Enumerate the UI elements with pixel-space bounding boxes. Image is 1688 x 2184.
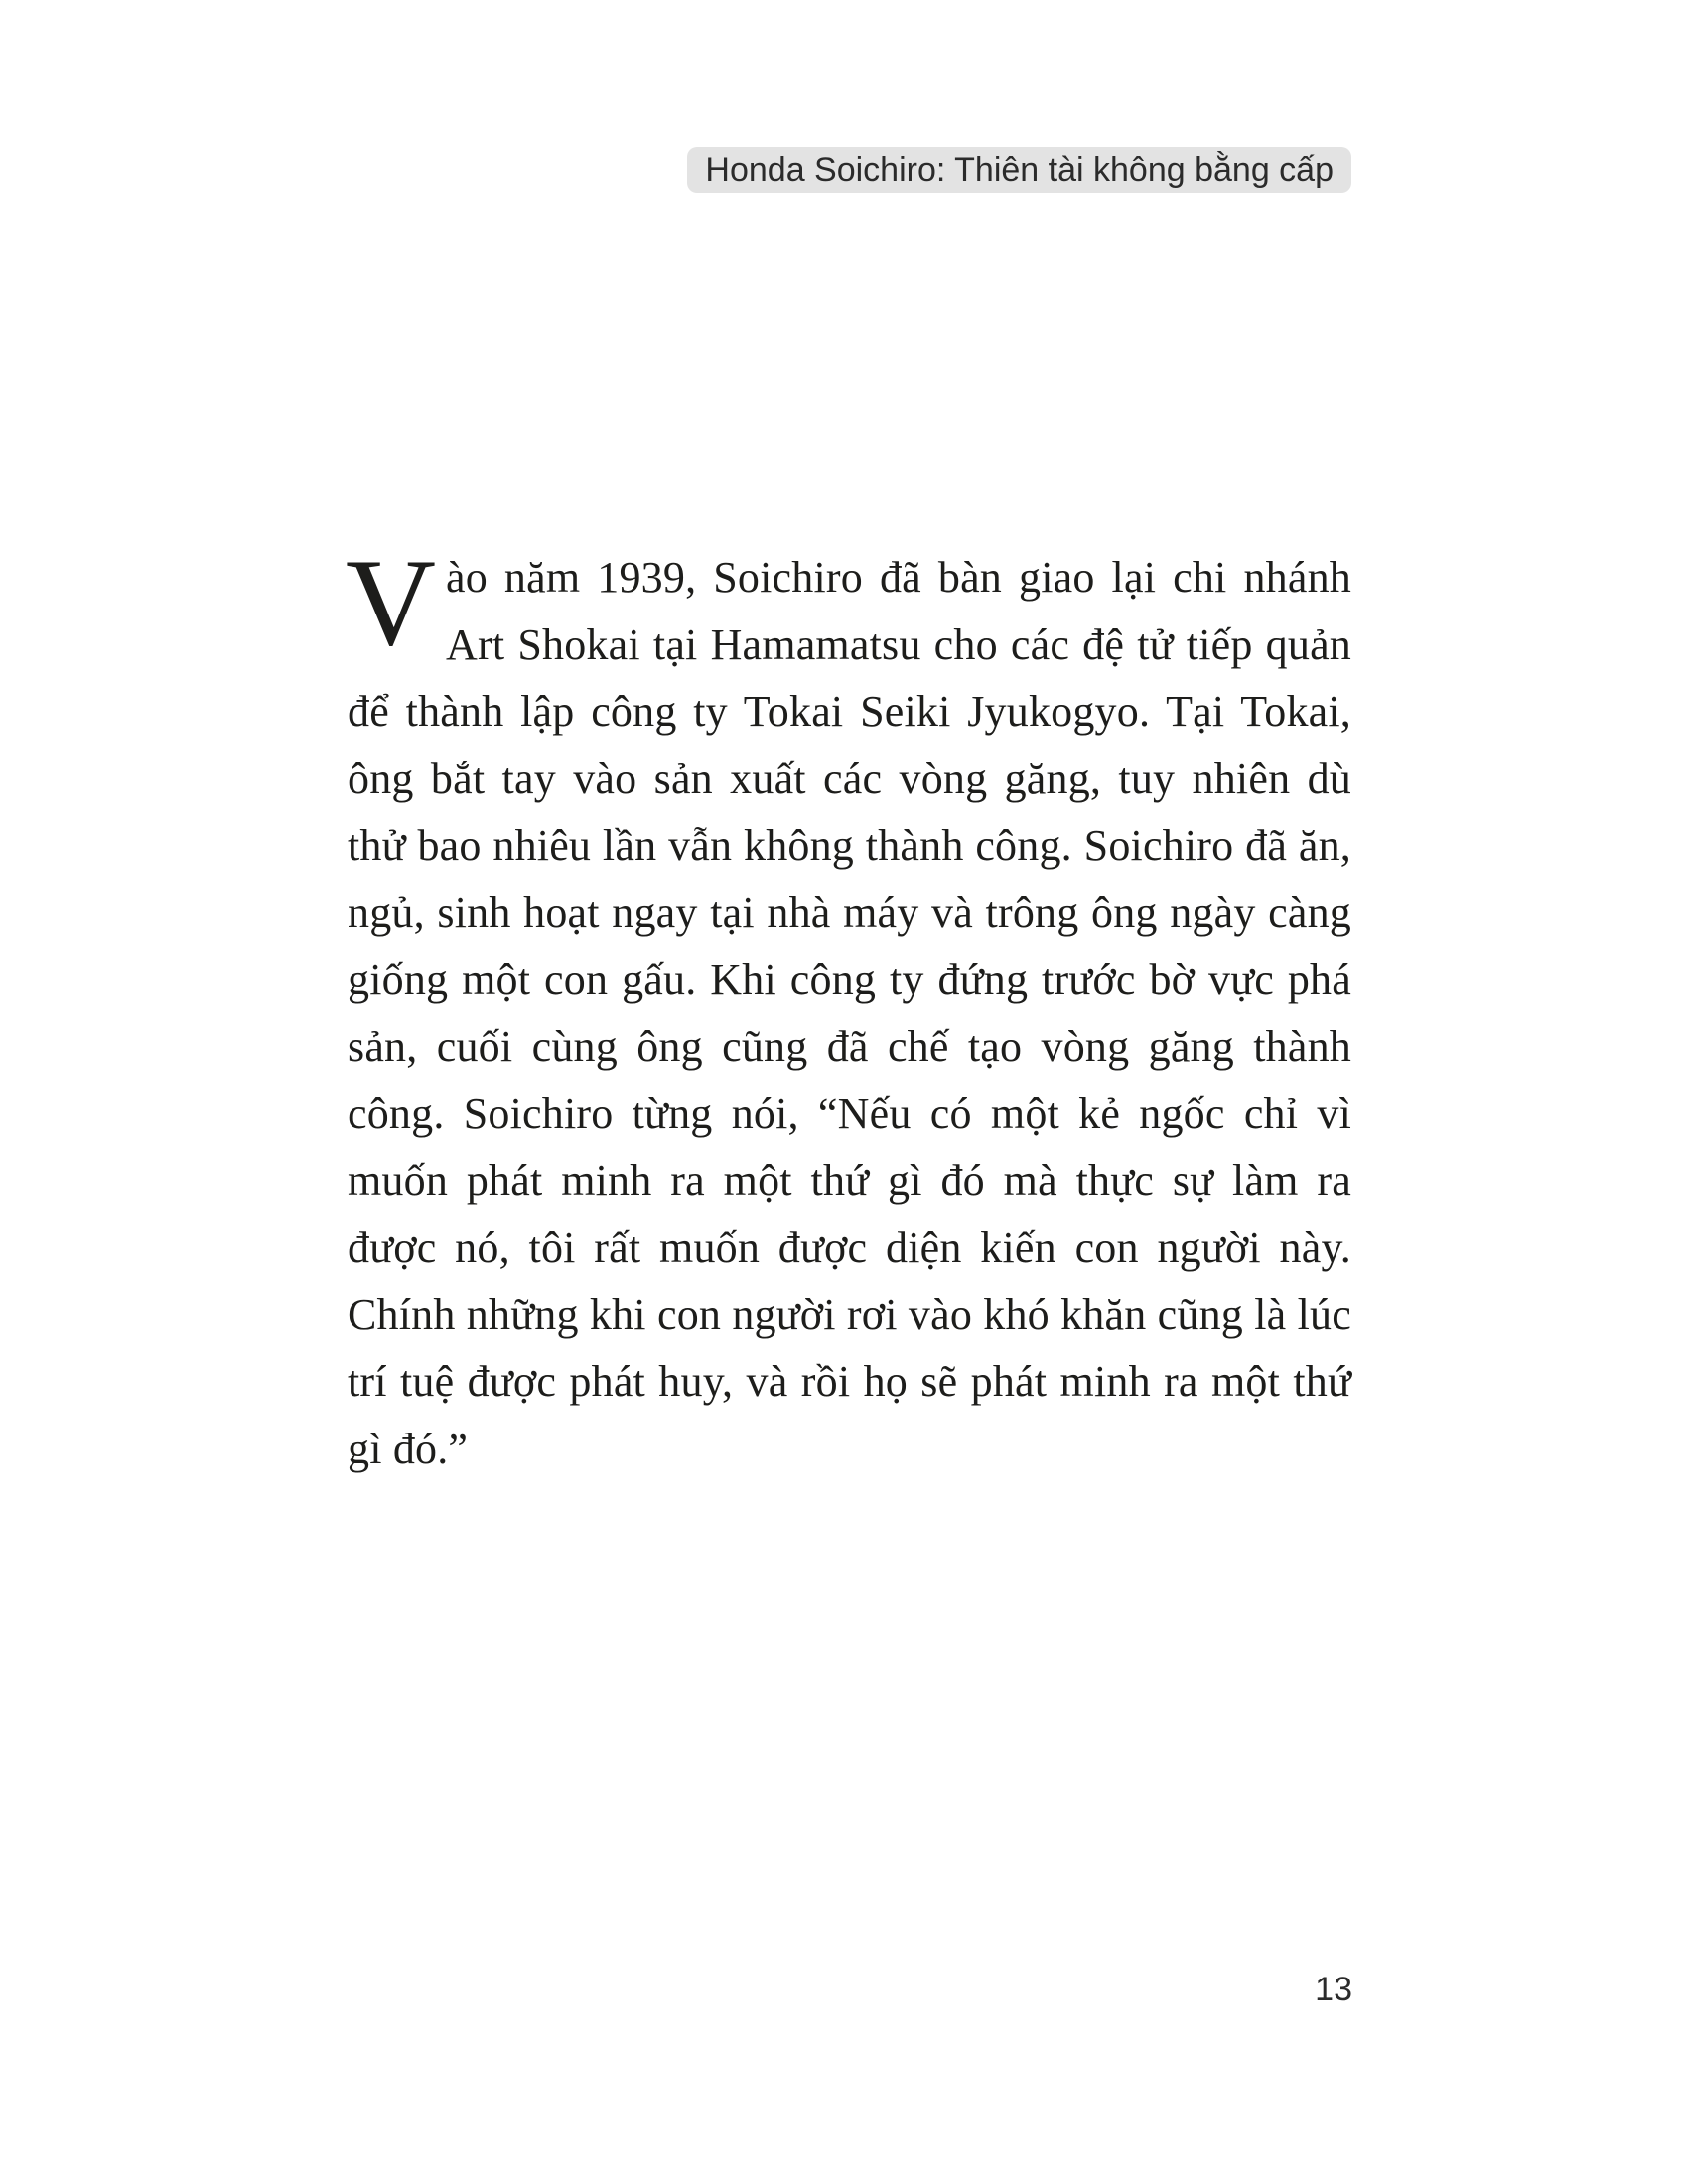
body-text <box>346 534 1351 1482</box>
running-header <box>687 147 1351 193</box>
paragraph-text: ào năm 1939, Soichiro đã bàn giao lại chi nhánh Art Shokai tại Hamamatsu cho các đệ tử tiếp quản để thành lập công ty Tokai Seiki Jyukogyo. Tại Tokai, ông bắt tay vào sản xuất các vòng găng, tuy nhiên dù thử bao nhiêu lần vẫn không thành công. Soichiro đã ăn, ngủ, sinh hoạt ngay tại nhà máy và trông ông ngày càng giống một con gấu. Khi công ty đứng trước bờ vực phá sản, cuối cùng ông cũng đã chế tạo vòng găng thành công. Soichiro từng nói, “Nếu có một kẻ ngốc chỉ vì muốn phát minh ra một thứ gì đó mà thực sự làm ra được nó, tôi rất muốn được diện kiến con người này. Chính những khi con người rơi vào khó khăn cũng là lúc trí tuệ được phát huy, và rồi họ sẽ phát minh ra một thứ gì đó.” <box>348 553 1351 1473</box>
page-number: 13 <box>1315 1971 1352 2008</box>
drop-cap: V <box>346 534 436 672</box>
paragraph <box>346 534 1351 1482</box>
running-header-title: Honda Soichiro: Thiên tài không bằng cấp <box>705 150 1334 189</box>
